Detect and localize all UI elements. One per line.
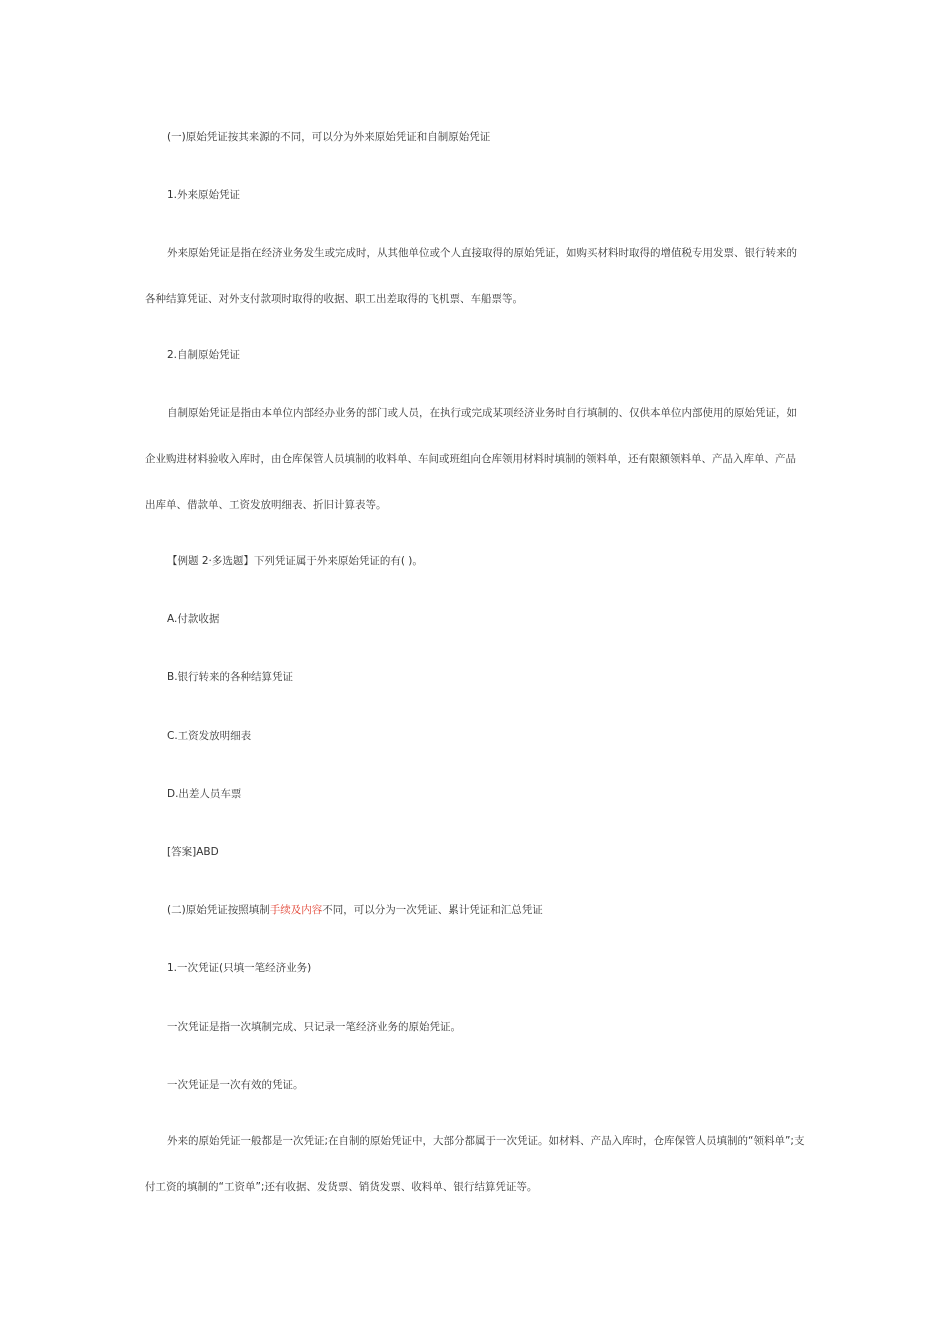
option-a: A.付款收据 (167, 613, 220, 625)
section1-heading: (一)原始凭证按其来源的不同，可以分为外来原始凭证和自制原始凭证 (167, 131, 491, 143)
item3-body3: 外来的原始凭证一般都是一次凭证;在自制的原始凭证中，大部分都属于一次凭证。如材料、产品入库时，仓库保管人员填制的“领料单”;支付工资的填制的“工资单”;还有收据、发货票、销货发票、收料单、银行结算凭证等。 (145, 1135, 805, 1193)
item2-title: 2.自制原始凭证 (167, 349, 241, 361)
section2-heading-post: 不同，可以分为一次凭证、累计凭证和汇总凭证 (322, 904, 543, 916)
option-c: C.工资发放明细表 (167, 730, 252, 742)
example-question: 【例题 2·多选题】下列凭证属于外来原始凭证的有( )。 (167, 555, 423, 567)
item1-title: 1.外来原始凭证 (167, 189, 241, 201)
item3-body1: 一次凭证是指一次填制完成、只记录一笔经济业务的原始凭证。 (167, 1021, 461, 1033)
item2-body: 自制原始凭证是指由本单位内部经办业务的部门或人员，在执行或完成某项经济业务时自行填制的、仅供本单位内部使用的原始凭证，如企业购进材料验收入库时，由仓库保管人员填制的收料单、车间或班组向仓库领用材料时填制的领料单，还有限额领料单、产品入库单、产品出库单、借款单、工资发放明细表、折旧计算表等。 (145, 407, 797, 511)
item3-body2: 一次凭证是一次有效的凭证。 (167, 1079, 304, 1091)
section2-heading-highlight: 手续及内容 (269, 904, 323, 916)
section2-heading-pre: (二)原始凭证按照填制 (167, 904, 270, 916)
option-b: B.银行转来的各种结算凭证 (167, 671, 294, 683)
answer: [答案]ABD (167, 846, 219, 858)
item1-body: 外来原始凭证是指在经济业务发生或完成时，从其他单位或个人直接取得的原始凭证，如购买材料时取得的增值税专用发票、银行转来的各种结算凭证、对外支付款项时取得的收据、职工出差取得的飞机票、车船票等。 (145, 247, 797, 305)
section2-heading (145, 903, 805, 917)
option-d: D.出差人员车票 (167, 788, 242, 800)
item3-title: 1.一次凭证(只填一笔经济业务) (167, 962, 312, 974)
